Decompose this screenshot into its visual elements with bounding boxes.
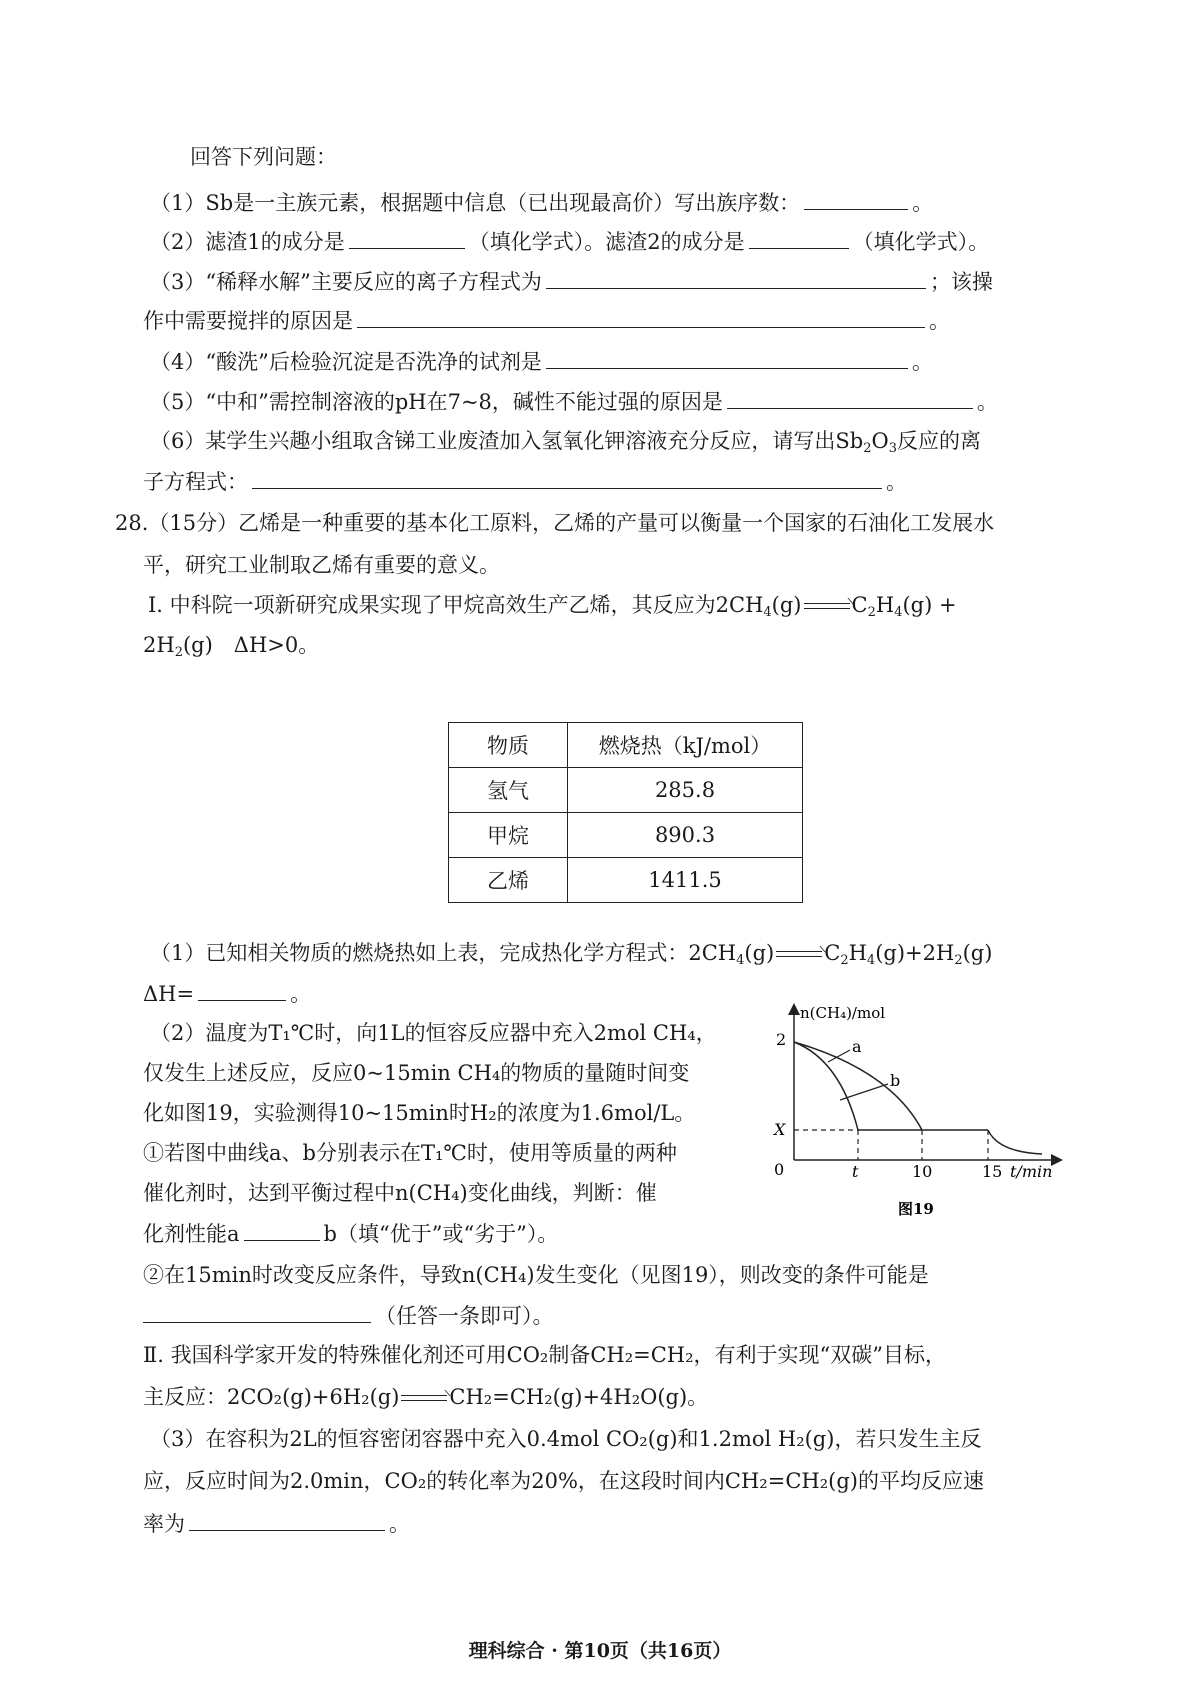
equilibrium-arrow-icon	[401, 1392, 447, 1406]
curve-a	[794, 1042, 858, 1130]
answer-blank[interactable]	[546, 266, 926, 289]
q28-3-l3	[143, 1508, 410, 1539]
q28-2-l8-text: （任答一条即可）。	[375, 1304, 554, 1328]
q27-3-text-c: 作中需要搅拌的原因是	[143, 309, 353, 333]
q28-1-text: （1）已知相关物质的燃烧热如上表，完成热化学方程式：2CH	[150, 941, 737, 965]
q28-2-l4: ①若图中曲线a、b分别表示在T₁℃时，使用等质量的两种	[143, 1141, 677, 1165]
q28-heading-2: 平，研究工业制取乙烯有重要的意义。	[143, 553, 500, 577]
q28-2-l7: ②在15min时改变反应条件，导致n(CH₄)发生变化（见图19），则改变的条件可能是	[143, 1263, 929, 1287]
table-row	[449, 858, 803, 903]
q27-5-text: （5）“中和”需控制溶液的pH在7~8，碱性不能过强的原因是	[150, 390, 723, 414]
q27-5	[150, 386, 998, 417]
page-footer: 理科综合 · 第10页（共16页）	[468, 1640, 732, 1662]
q27-3-cont	[143, 305, 950, 336]
table-row	[449, 813, 803, 858]
part1-intro: Ⅰ. 中科院一项新研究成果实现了甲烷高效生产乙烯，其反应为$2CH_4(g)$ $C_2H_4(g)$ +	[148, 593, 957, 620]
answer-blank[interactable]	[804, 187, 908, 210]
curve-after-15	[988, 1130, 1042, 1154]
q27-6-cont	[143, 466, 907, 497]
table-cell: 890.3	[568, 813, 803, 858]
q27-2	[150, 226, 989, 257]
part1-intro-text: Ⅰ. 中科院一项新研究成果实现了甲烷高效生产乙烯，其反应为2CH	[148, 593, 764, 617]
x-level-label: X	[774, 1120, 786, 1139]
equilibrium-arrow-icon	[804, 600, 850, 614]
part2-l2	[143, 1382, 708, 1412]
table-cell: 285.8	[568, 768, 803, 813]
equilibrium-arrow-icon	[776, 948, 822, 962]
q28-1-cont	[143, 978, 311, 1009]
combustion-heat-table	[448, 722, 803, 903]
q28-2-l3: 化如图19，实验测得10~15min时H₂的浓度为1.6mol/L。	[143, 1101, 696, 1125]
label-b-leader	[840, 1084, 888, 1100]
q28-2-l5: 催化剂时，达到平衡过程中n(CH₄)变化曲线，判断：催	[143, 1181, 657, 1205]
q27-6	[150, 426, 981, 456]
origin-label: 0	[774, 1160, 785, 1179]
x-tick-15: 15	[982, 1162, 1003, 1181]
q27-3	[150, 266, 993, 297]
q27-3-text-a: （3）“稀释水解”主要反应的离子方程式为	[150, 270, 542, 294]
subscript: 2	[863, 441, 872, 456]
answer-blank[interactable]	[143, 1300, 371, 1323]
y-tick-2: 2	[776, 1030, 787, 1049]
q27-2-text-a: （2）滤渣1的成分是	[150, 230, 345, 254]
q27-1	[150, 187, 933, 218]
curve-b-label: b	[890, 1071, 901, 1090]
q27-6-text-a: （6）某学生兴趣小组取含锑工业废渣加入氢氧化钾溶液充分反应，请写出Sb	[150, 429, 864, 453]
answer-blank[interactable]	[198, 978, 286, 1001]
q28-2-l6	[143, 1218, 558, 1249]
answer-blank[interactable]	[349, 226, 465, 249]
answer-blank[interactable]	[546, 346, 908, 369]
q27-1-text: （1）Sb是一主族元素，根据题中信息（已出现最高价）写出族序数：	[150, 191, 801, 215]
part1-intro-2: $2H_2(g)$ ΔH>0。	[143, 633, 320, 660]
q27-6-text-c: 子方程式：	[143, 470, 248, 494]
table-cell: 1411.5	[568, 858, 803, 903]
table-row	[449, 768, 803, 813]
answer-blank[interactable]	[749, 226, 849, 249]
part1-h2: 2H	[143, 633, 175, 657]
table-cell: 氢气	[449, 768, 568, 813]
q27-5-end: 。	[976, 390, 998, 414]
x-tick-10: 10	[912, 1162, 933, 1181]
q28-1: （1）已知相关物质的燃烧热如上表，完成热化学方程式：$2CH_4(g)$ $C_2H_4(g)+2H_2(g)$	[150, 941, 993, 968]
q28-2-l2: 仅发生上述反应，反应0~15min CH₄的物质的量随时间变	[143, 1061, 690, 1085]
q27-4	[150, 346, 933, 377]
q28-1-end: 。	[290, 982, 312, 1006]
part2-l1: Ⅱ. 我国科学家开发的特殊催化剂还可用CO₂制备CH₂=CH₂，有利于实现“双碳”目标，	[143, 1343, 946, 1367]
x-tick-t: t	[852, 1162, 859, 1181]
label-a-leader	[828, 1050, 850, 1062]
q28-2-l1: （2）温度为T₁℃时，向1L的恒容反应器中充入2mol CH₄，	[150, 1021, 717, 1045]
x-axis-label: t/min	[1010, 1162, 1053, 1181]
table-header-row	[449, 723, 803, 768]
table-header-cell: 燃烧热（kJ/mol）	[568, 723, 803, 768]
answer-blank[interactable]	[244, 1218, 320, 1241]
y-axis-label: n(CH₄)/mol	[800, 1004, 886, 1022]
q27-6-text-b: 反应的离	[896, 429, 981, 453]
part2-l2-b: CH₂=CH₂(g)+4H₂O(g)。	[449, 1385, 709, 1409]
q27-3-end: 。	[929, 309, 950, 333]
q27-6-o: O	[871, 429, 889, 453]
q27-6-end: 。	[886, 470, 907, 494]
q28-1-dh: ΔH=	[143, 982, 195, 1006]
part1-dh: (g) ΔH>0。	[182, 633, 320, 657]
q28-2-l6-a: 化剂性能a	[143, 1222, 240, 1246]
table-cell: 甲烷	[449, 813, 568, 858]
figure-19	[770, 1000, 1070, 1230]
subscript: 3	[888, 441, 897, 456]
q28-heading-1: 28.（15分）乙烯是一种重要的基本化工原料，乙烯的产量可以衡量一个国家的石油化工发展水	[115, 511, 995, 535]
q28-3-l3-text: 率为	[143, 1512, 185, 1536]
intro-line: 回答下列问题：	[190, 145, 337, 169]
curve-a-label: a	[852, 1037, 862, 1056]
table-cell: 乙烯	[449, 858, 568, 903]
q28-2-l6-b: b（填“优于”或“劣于”）。	[323, 1222, 559, 1246]
answer-blank[interactable]	[189, 1508, 385, 1531]
q27-4-text: （4）“酸洗”后检验沉淀是否洗净的试剂是	[150, 350, 542, 374]
q28-3-l1: （3）在容积为2L的恒容密闭容器中充入0.4mol CO₂(g)和1.2mol H₂(g)，若只发生主反	[150, 1427, 982, 1451]
part2-l2-a: 主反应：2CO₂(g)+6H₂(g)	[143, 1385, 400, 1409]
q27-2-text-b: （填化学式）。滤渣2的成分是	[468, 230, 745, 254]
q28-3-end: 。	[389, 1512, 410, 1536]
table-header-cell: 物质	[449, 723, 568, 768]
q27-1-end: 。	[912, 191, 934, 215]
figure-caption: 图19	[898, 1200, 934, 1218]
q27-2-text-c: （填化学式）。	[852, 230, 990, 254]
answer-blank[interactable]	[727, 386, 973, 409]
answer-blank[interactable]	[357, 305, 925, 328]
q28-3-l2: 应，反应时间为2.0min，CO₂的转化率为20%，在这段时间内CH₂=CH₂(g)的平均反应速	[143, 1469, 984, 1493]
q28-2-l8	[143, 1300, 554, 1331]
answer-blank[interactable]	[252, 466, 882, 489]
q27-3-text-b: ；该操	[929, 270, 993, 294]
q27-4-end: 。	[911, 350, 933, 374]
